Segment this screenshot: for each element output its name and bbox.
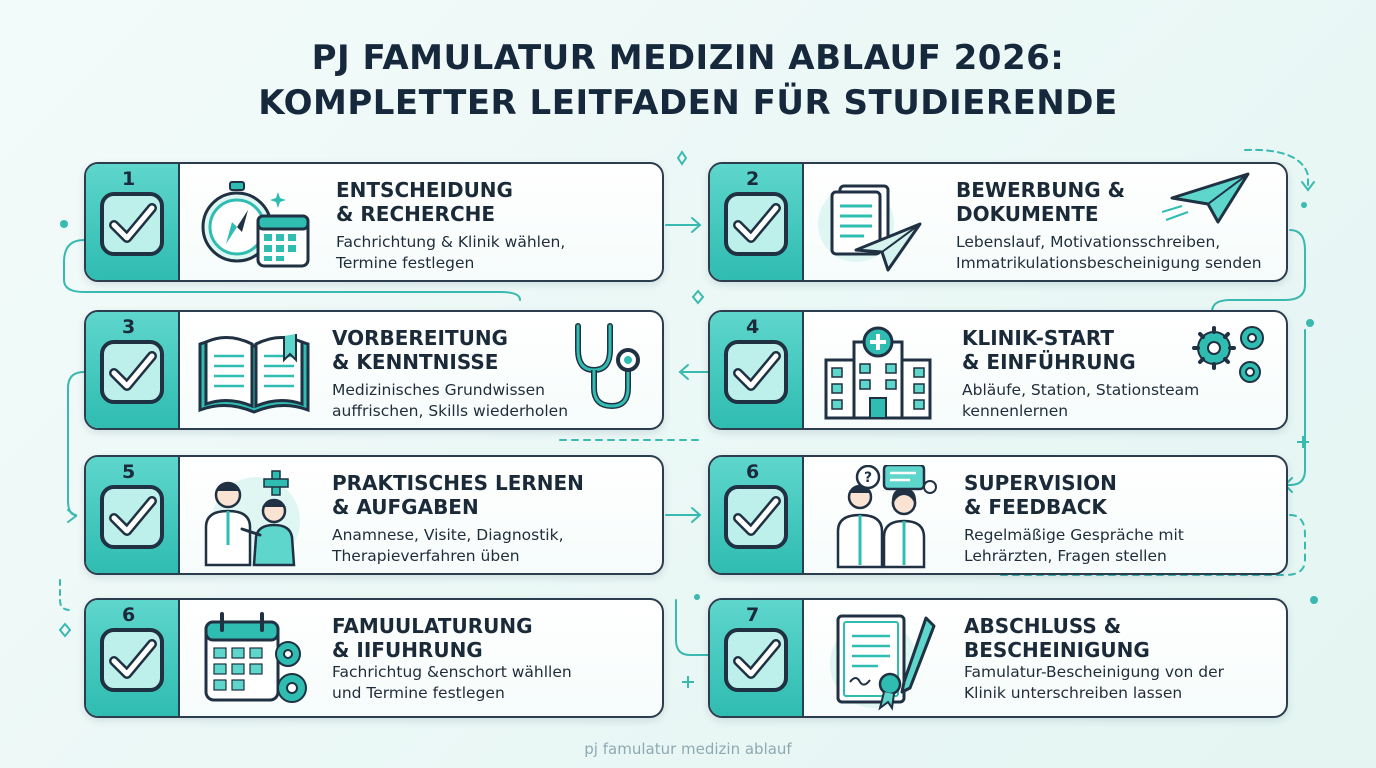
doctors-conversation-icon — [816, 465, 940, 569]
checkbox-check-icon — [96, 481, 168, 553]
stopwatch-calendar-icon — [192, 172, 316, 276]
step-heading: PRAKTISCHES LERNEN & AUFGABEN — [332, 471, 584, 519]
stethoscope-icon — [564, 320, 644, 414]
footer-caption: pj famulatur medizin ablauf — [584, 740, 792, 758]
connector-bottom-left — [60, 580, 70, 610]
title-line-2: KOMPLETTER LEITFADEN FÜR STUDIERENDE — [258, 83, 1118, 123]
checkbox-check-icon — [720, 336, 792, 408]
step-number: 2 — [746, 168, 760, 190]
step-heading: FAMUULATURUNG & IIFUHRUNG — [332, 614, 533, 662]
paper-plane-icon — [1162, 168, 1258, 228]
step-description: Lebenslauf, Motivationsschreiben, Immatrikulationsbescheinigung senden — [956, 233, 1262, 272]
step-number: 7 — [746, 604, 760, 626]
connector-left-7 — [676, 600, 708, 655]
doctor-patient-icon — [192, 465, 316, 569]
step-number: 3 — [122, 316, 136, 338]
open-book-icon — [192, 320, 316, 424]
step-heading: ABSCHLUSS & BESCHEINIGUNG — [964, 614, 1150, 662]
step-card-7 — [84, 598, 664, 718]
title-line-1: PJ FAMULATUR MEDIZIN ABLAUF 2026: — [311, 38, 1065, 78]
arrowhead-3-5 — [68, 510, 76, 522]
svg-text:?: ? — [863, 470, 873, 486]
step-card-6 — [708, 455, 1288, 575]
step-description: Regelmäßige Gespräche mit Lehrärzten, Fragen stellen — [964, 526, 1184, 565]
connector-3-5 — [68, 372, 84, 515]
step-description: Abläufe, Station, Stationsteam kennenlernen — [962, 381, 1200, 420]
step-card-3 — [84, 310, 664, 430]
step-number: 5 — [122, 461, 136, 483]
step-description: Anamnese, Visite, Diagnostik, Therapieverfahren üben — [332, 526, 564, 565]
checkbox-check-icon — [720, 481, 792, 553]
step-description: Fachrichtug &enschort wähllen und Termine festlegen — [332, 663, 572, 702]
step-heading: BEWERBUNG & DOKUMENTE — [956, 178, 1126, 226]
step-description: Medizinisches Grundwissen auffrischen, Skills wiederholen — [332, 381, 569, 420]
step-number: 4 — [746, 316, 760, 338]
certificate-pen-icon — [816, 608, 940, 712]
step-heading: ENTSCHEIDUNG & RECHERCHE — [336, 178, 513, 226]
calendar-gears-icon — [192, 608, 316, 712]
checkbox-check-icon — [720, 188, 792, 260]
step-description: Famulatur-Bescheinigung von der Klinik unterschreiben lassen — [964, 663, 1225, 702]
step-number: 6 — [746, 461, 760, 483]
hospital-icon — [816, 320, 940, 424]
step-heading: KLINIK-START & EINFÜHRUNG — [962, 326, 1136, 374]
gears-icon — [1188, 320, 1274, 390]
step-heading: VORBEREITUNG & KENNTNISSE — [332, 326, 508, 374]
step-number: 1 — [122, 168, 136, 190]
step-number: 6 — [122, 604, 136, 626]
documents-paper-plane-icon — [816, 172, 940, 276]
step-description: Fachrichtung & Klinik wählen, Termine festlegen — [336, 233, 566, 272]
checkbox-check-icon — [96, 188, 168, 260]
checkbox-check-icon — [720, 624, 792, 696]
checkbox-check-icon — [96, 624, 168, 696]
connector-right-mid — [1285, 330, 1305, 485]
step-card-8 — [708, 598, 1288, 718]
step-card-1 — [84, 162, 664, 282]
step-card-4 — [708, 310, 1288, 430]
step-heading: SUPERVISION & FEEDBACK — [964, 471, 1117, 519]
step-card-2 — [708, 162, 1288, 282]
checkbox-check-icon — [96, 336, 168, 408]
step-card-5 — [84, 455, 664, 575]
